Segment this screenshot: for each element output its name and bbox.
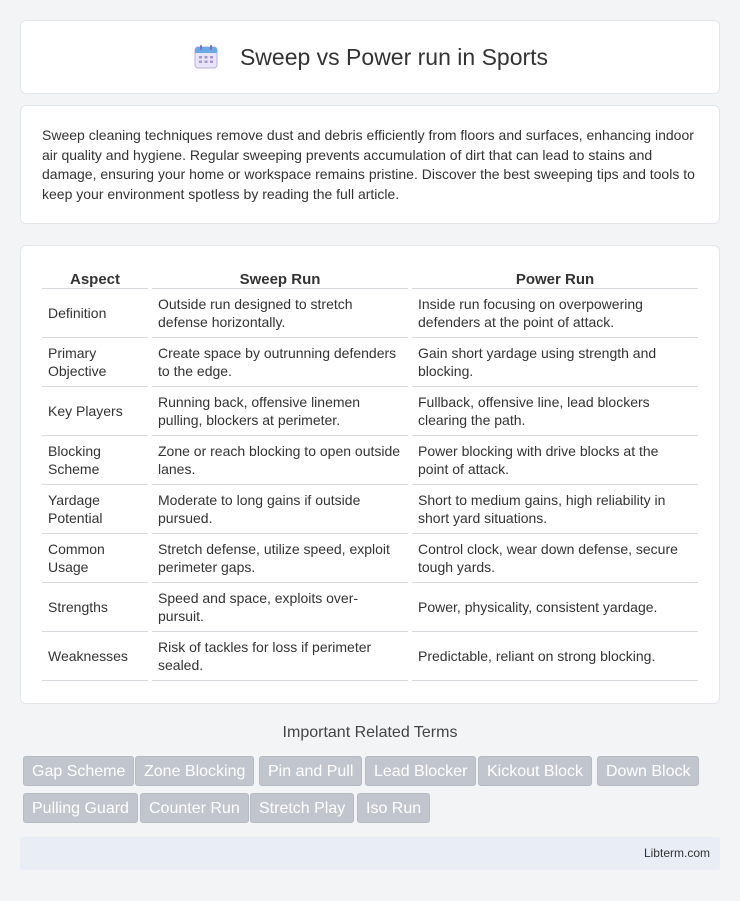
tag-kickout-block[interactable]: Kickout Block [478,756,592,786]
tag-stretch-play[interactable]: Stretch Play [250,793,354,823]
tag-lead-blocker[interactable]: Lead Blocker [365,756,476,786]
cell-aspect: Strengths [42,583,148,632]
cell-aspect: Key Players [42,387,148,436]
tag-gap-scheme[interactable]: Gap Scheme [23,756,134,786]
footer-site-link[interactable]: Libterm.com [643,846,710,860]
title-card [20,20,720,94]
tag-pin-and-pull[interactable]: Pin and Pull [259,756,362,786]
cell-sweep-run: Speed and space, exploits over-pursuit. [152,583,408,632]
table-row [42,436,698,485]
table-row [42,289,698,338]
table-row [42,632,698,681]
comparison-card [20,245,720,704]
cell-aspect: Yardage Potential [42,485,148,534]
cell-power-run: Short to medium gains, high reliability in short yard situations. [412,485,698,534]
cell-sweep-run: Outside run designed to stretch defense horizontally. [152,289,408,338]
related-terms-title: Important Related Terms [282,724,458,741]
cell-power-run: Predictable, reliant on strong blocking. [412,632,698,681]
cell-sweep-run: Create space by outrunning defenders to the edge. [152,338,408,387]
page-title: Sweep vs Power run in Sports [239,43,549,70]
tag-zone-blocking[interactable]: Zone Blocking [135,756,254,786]
cell-aspect: Definition [42,289,148,338]
cell-sweep-run: Running back, offensive linemen pulling, blockers at perimeter. [152,387,408,436]
tag-counter-run[interactable]: Counter Run [140,793,249,823]
table-row [42,387,698,436]
cell-sweep-run: Stretch defense, utilize speed, exploit perimeter gaps. [152,534,408,583]
cell-sweep-run: Moderate to long gains if outside pursued. [152,485,408,534]
table-row [42,338,698,387]
table-row [42,583,698,632]
cell-power-run: Power, physicality, consistent yardage. [412,583,698,632]
intro-card [20,105,720,224]
cell-power-run: Control clock, wear down defense, secure tough yards. [412,534,698,583]
footer [20,837,720,870]
comparison-table [42,267,698,681]
cell-power-run: Power blocking with drive blocks at the point of attack. [412,436,698,485]
tag-pulling-guard[interactable]: Pulling Guard [23,793,138,823]
cell-sweep-run: Risk of tackles for loss if perimeter sealed. [152,632,408,681]
cell-power-run: Inside run focusing on overpowering defenders at the point of attack. [412,289,698,338]
table-row [42,485,698,534]
intro-text: Sweep cleaning techniques remove dust and debris efficiently from floors and surfaces, enhancing indoor air quality and hygiene. Regular sweeping prevents accumulation of dirt that can lead to stains and damage, ensuring your home or workspace remains pristine. Discover the best sweeping tips and tools to keep your environment spotless by reading the full article. [42,127,695,202]
header-power-run: Power Run [412,267,698,289]
cell-sweep-run: Zone or reach blocking to open outside lanes. [152,436,408,485]
cell-aspect: Common Usage [42,534,148,583]
table-row [42,534,698,583]
cell-aspect: Weaknesses [42,632,148,681]
tag-down-block[interactable]: Down Block [597,756,699,786]
header-aspect: Aspect [42,267,148,289]
cell-power-run: Gain short yardage using strength and blocking. [412,338,698,387]
tag-iso-run[interactable]: Iso Run [357,793,430,823]
cell-power-run: Fullback, offensive line, lead blockers clearing the path. [412,387,698,436]
calendar-icon [192,43,220,71]
table-header-row [42,267,698,289]
header-sweep-run: Sweep Run [152,267,408,289]
cell-aspect: Primary Objective [42,338,148,387]
cell-aspect: Blocking Scheme [42,436,148,485]
